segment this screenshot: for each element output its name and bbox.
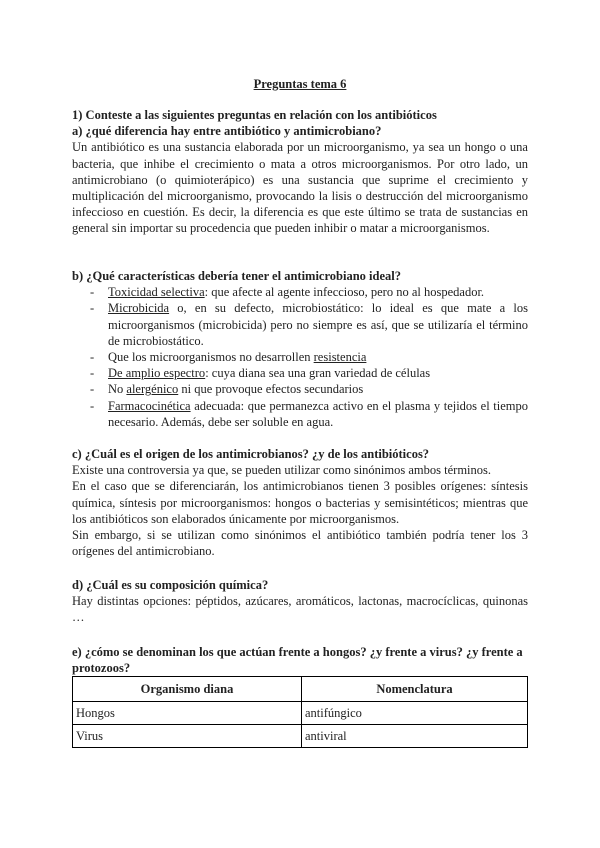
item-term: Microbicida [108, 301, 170, 316]
q1c-paragraph-2: En el caso que se diferenciarán, los antimicrobianos tienen 3 posibles orígenes: síntesis química, síntesis por microorganismos: hongos o bacterias y semisintéticos; mientras que los antibióticos son elaborados únicamente por microorganismos. [72, 479, 528, 526]
table-header-row [73, 677, 528, 702]
nomenclature-table [72, 676, 528, 748]
q1e-heading: e) ¿cómo se denominan los que actúan frente a hongos? ¿y frente a virus? ¿y frente a protozoos? [72, 645, 523, 676]
q1a-heading: a) ¿qué diferencia hay entre antibiótico y antimicrobiano? [72, 124, 382, 139]
table-header-cell: Organismo diana [73, 677, 302, 702]
section-q1c [72, 446, 528, 559]
item-post: ni que provoque efectos secundarios [178, 382, 364, 397]
q1d-heading: d) ¿Cuál es su composición química? [72, 578, 269, 592]
q1-heading: 1) Conteste a las siguientes preguntas en relación con los antibióticos [72, 108, 437, 122]
q1b-list [72, 284, 528, 430]
item-term: Farmacocinética [108, 398, 191, 413]
q1d-answer: Hay distintas opciones: péptidos, azúcares, aromáticos, lactonas, macrocíclicas, quinonas … [72, 594, 528, 625]
table-cell: Hongos [73, 702, 302, 725]
item-pre: No [108, 382, 127, 397]
section-q1 [72, 107, 528, 237]
table-row [73, 702, 528, 725]
section-q1d [72, 577, 528, 626]
item-post: o, en su defecto, microbiostático: lo ideal es que mate a los microorganismos (microbicida) pero no siempre es así, que se utilizaría el término de microbiostático. [108, 301, 528, 348]
section-q1b [72, 268, 528, 430]
table-row [73, 725, 528, 748]
page-title: Preguntas tema 6 [253, 77, 347, 91]
q1a-answer: Un antibiótico es una sustancia elaborada por un microorganismo, ya sea un hongo o una bacteria, que inhibe el crecimiento o mata a otros microorganismos. Por otro lado, un antimicrobiano (o quimioterápico) es una sustancia que suprime el crecimiento y multiplicación del microorganismo, provocando la lisis o destrucción del microorganismo infeccioso en cuestión. Es decir, la diferencia es que este último se trata de sustancias en general sin importar su procedencia que pueden inhibir o matar a microorganismos. [72, 140, 528, 236]
item-pre: Que los microorganismos no desarrollen [108, 350, 314, 365]
list-item [72, 284, 528, 300]
item-term: Toxicidad selectiva [108, 285, 205, 300]
list-item [72, 300, 528, 349]
table-cell: Virus [73, 725, 302, 748]
item-post: : cuya diana sea una gran variedad de células [205, 366, 431, 381]
item-post: : que afecte al agente infeccioso, pero no al hospedador. [204, 285, 485, 300]
q1b-heading: b) ¿Qué características debería tener el antimicrobiano ideal? [72, 269, 401, 283]
q1c-heading: c) ¿Cuál es el origen de los antimicrobianos? ¿y de los antibióticos? [72, 447, 430, 461]
list-item [72, 365, 528, 381]
item-term: alergénico [126, 382, 179, 397]
q1c-paragraph-3: Sin embargo, si se utilizan como sinónimos el antibiótico también podría tener los 3 orígenes del antimicrobiano. [72, 528, 528, 559]
list-item [72, 349, 528, 365]
item-term: De amplio espectro [108, 366, 206, 381]
list-item [72, 381, 528, 397]
section-q1e [72, 644, 528, 676]
q1c-paragraph-1: Existe una controversia ya que, se pueden utilizar como sinónimos ambos términos. [72, 463, 492, 478]
table-header-cell: Nomenclatura [302, 677, 528, 702]
item-term: resistencia [313, 350, 367, 365]
table-cell: antifúngico [302, 702, 528, 725]
item-post: adecuada: que permanezca activo en el plasma y tejidos el tiempo necesario. Además, debe ser soluble en agua. [108, 398, 528, 429]
table-cell: antiviral [302, 725, 528, 748]
list-item [72, 398, 528, 430]
